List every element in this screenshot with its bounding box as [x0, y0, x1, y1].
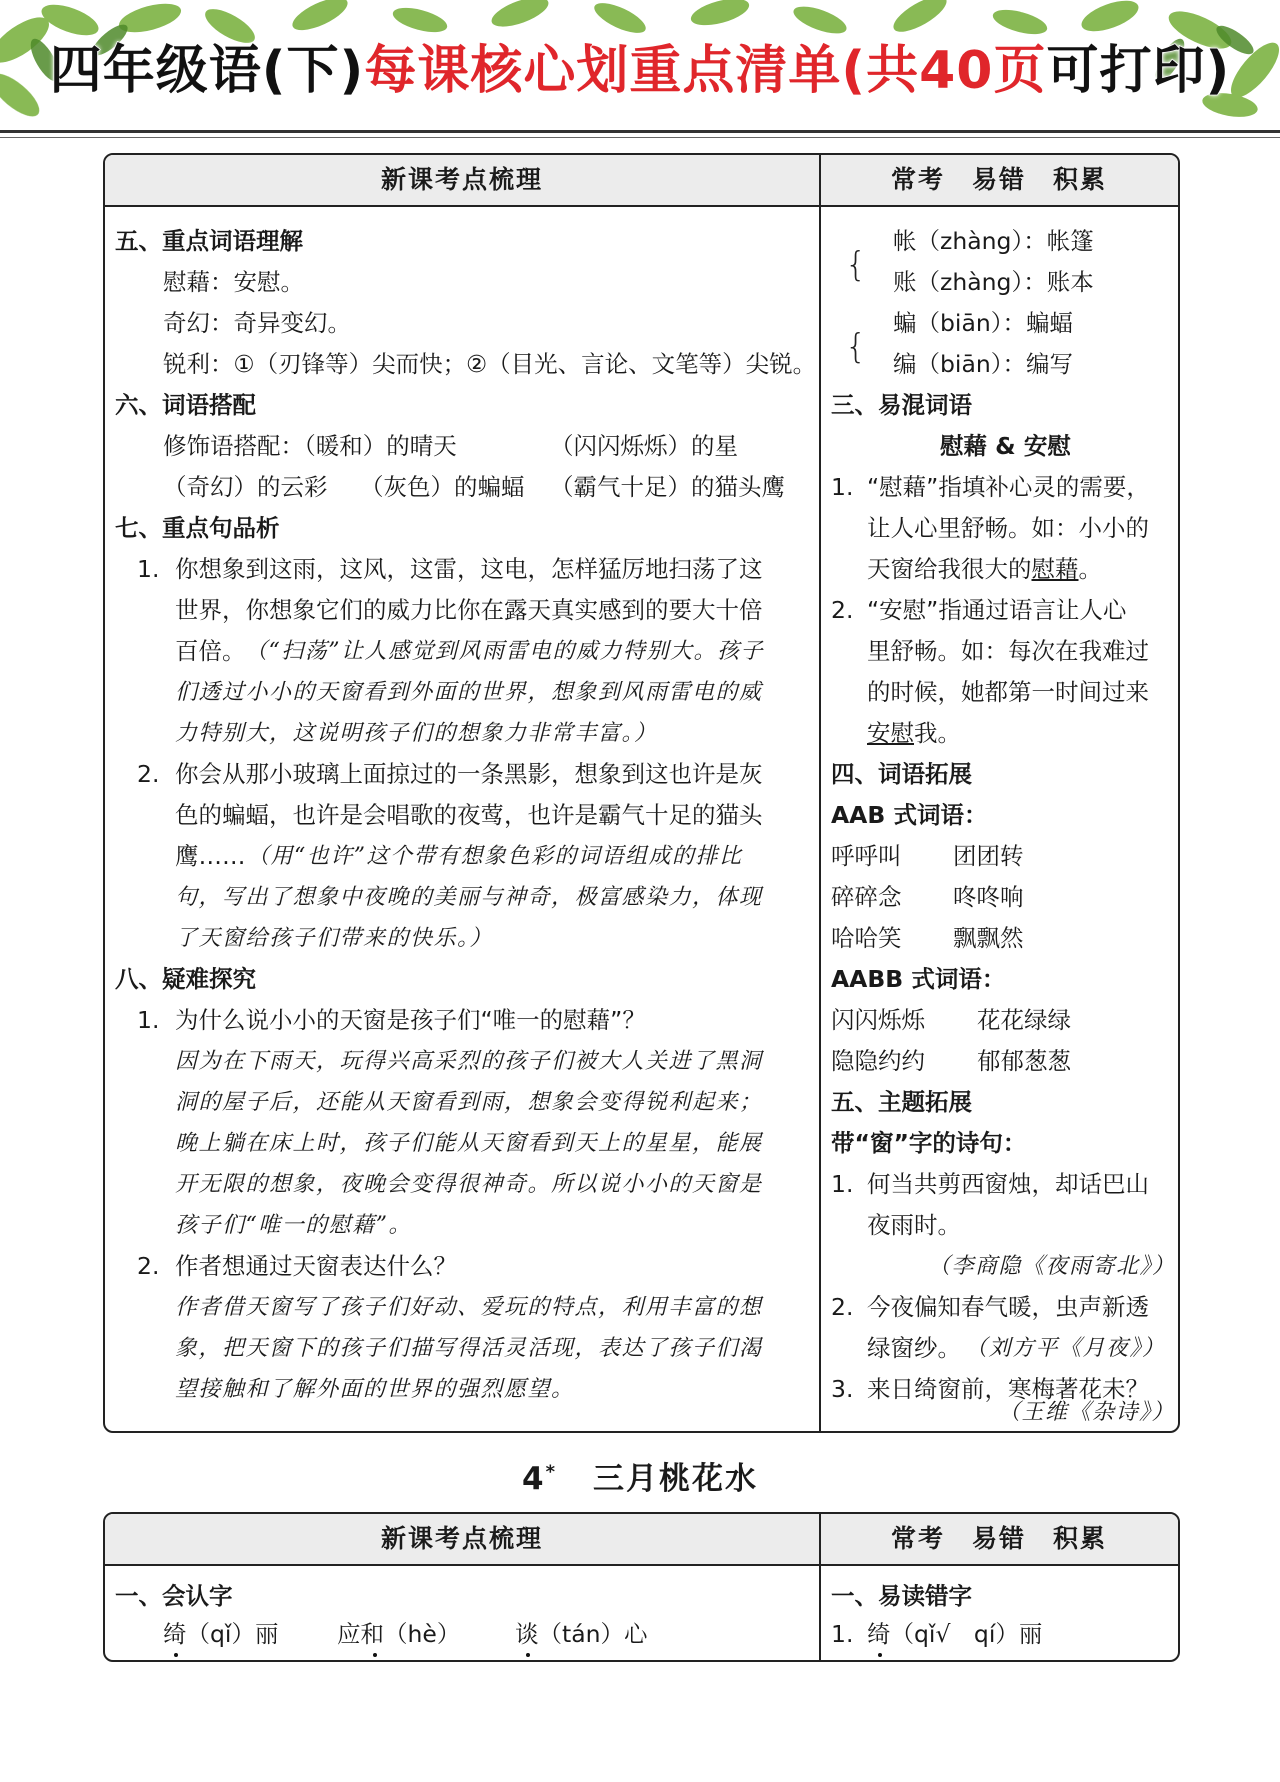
answer-line: 晚上躺在床上时，孩子们能从天窗看到天上的星星，能展	[175, 1131, 763, 1156]
text-line: 慰藉：安慰。	[163, 268, 304, 296]
text-line: 奇幻：奇异变幻。	[163, 309, 351, 337]
text-line: “慰藉”指填补心灵的需要，	[867, 473, 1150, 501]
text-line: 你想象到这雨，这风，这雷，这电，怎样猛厉地扫荡了这	[175, 555, 763, 583]
section-heading: 三、易混词语	[831, 391, 972, 419]
title-part-1: 四年级语(下)	[49, 41, 365, 101]
list-number: 1.	[831, 1620, 854, 1648]
analysis-line: （用“也许”这个带有想象色彩的词语组成的排比	[247, 844, 743, 869]
text-line: 绮（qǐ√ qí）丽	[867, 1620, 1043, 1648]
list-number: 1.	[137, 555, 160, 583]
list-number: 2.	[831, 596, 854, 624]
analysis-line: 力特别大，这说明孩子们的想象力非常丰富。）	[175, 721, 658, 746]
divider-thin	[0, 137, 1280, 138]
text-line	[867, 549, 1102, 590]
page-title	[0, 28, 1280, 103]
word-item: 隐隐约约	[831, 1047, 925, 1075]
text-line: 账（zhàng）：账本	[893, 268, 1094, 296]
answer-line: 洞的屋子后，还能从天窗看到雨，想象会变得锐利起来；	[175, 1090, 763, 1115]
list-number: 2.	[831, 1293, 854, 1321]
answer-line: 因为在下雨天，玩得兴高采烈的孩子们被大人关进了黑洞	[175, 1049, 763, 1074]
brace: {	[845, 245, 867, 285]
subheading: 带“窗”字的诗句：	[831, 1129, 1027, 1157]
poem-line: 何当共剪西窗烛，却话巴山	[867, 1170, 1149, 1198]
header-left: 新课考点梳理	[380, 165, 543, 194]
text-segment: 我。	[914, 719, 961, 747]
column-divider	[819, 1514, 821, 1660]
lesson-number: 4	[522, 1461, 546, 1497]
word-item: 绮（qǐ）丽	[163, 1620, 279, 1648]
divider-thick	[0, 130, 1280, 133]
analysis-line: 了天窗给孩子们带来的快乐。）	[175, 926, 494, 951]
section-heading: 七、重点句品析	[115, 514, 280, 542]
answer-line: 象，把天窗下的孩子们描写得活灵活现，表达了孩子们渴	[175, 1336, 763, 1361]
poem-line: 夜雨时。	[867, 1211, 961, 1239]
text-line: 蝙（biān）：蝙蝠	[893, 309, 1073, 337]
text-line: 你会从那小玻璃上面掠过的一条黑影，想象到这也许是灰	[175, 760, 763, 788]
list-number: 3.	[831, 1375, 854, 1403]
word-item: 应和（hè）	[337, 1620, 461, 1648]
text-line: 慰藉 & 安慰	[940, 432, 1071, 460]
analysis-line: 们透过小小的天窗看到外面的世界，想象到风雨雷电的威	[175, 680, 763, 705]
answer-line: 望接触和了解外面的世界的强烈愿望。	[175, 1377, 575, 1402]
text-line: 的时候，她都第一时间过来	[867, 678, 1149, 706]
text-line	[867, 713, 961, 754]
section-heading: 五、重点词语理解	[115, 227, 303, 255]
list-number: 1.	[831, 1170, 854, 1198]
text-line: 色的蝙蝠，也许是会唱歌的夜莺，也许是霸气十足的猫头	[175, 801, 763, 829]
text-line: （奇幻）的云彩	[163, 473, 328, 501]
word-item: 哈哈笑	[831, 924, 902, 952]
word-item: 飘飘然	[953, 924, 1024, 952]
emphasis-dot	[373, 1653, 377, 1657]
text-line: 作者想通过天窗表达什么？	[175, 1252, 457, 1280]
underlined-word: 安慰	[867, 719, 914, 747]
text-line: 帐（zhàng）：帐篷	[893, 227, 1094, 255]
subheading: AAB 式词语：	[831, 801, 988, 829]
analysis-line: （“扫荡”让人感觉到风雨雷电的威力特别大。孩子	[245, 639, 764, 664]
subheading: AABB 式词语：	[831, 965, 1006, 993]
text-segment: 。	[1078, 555, 1102, 583]
answer-line: 开无限的想象，夜晚会变得很神奇。所以说小小的天窗是	[175, 1172, 763, 1197]
text-line: 鹰……	[175, 842, 246, 870]
text-line: 编（biān）：编写	[893, 350, 1073, 378]
answer-line: 作者借天窗写了孩子们好动、爱玩的特点，利用丰富的想	[175, 1295, 763, 1320]
column-divider	[819, 155, 821, 1431]
poem-source: （李商隐《夜雨寄北》）	[928, 1254, 1176, 1279]
header-right: 常考 易错 积累	[890, 165, 1107, 194]
text-line: 里舒畅。如：每次在我难过	[867, 637, 1149, 665]
poem-source: （刘方平《月夜》）	[965, 1336, 1166, 1361]
poem-line: 绿窗纱。	[867, 1334, 961, 1362]
poem-source: （王维《杂诗》）	[998, 1400, 1176, 1425]
text-line: 锐利：①（刃锋等）尖而快；②（目光、言论、文笔等）尖锐。	[163, 350, 817, 378]
word-item: 碎碎念	[831, 883, 902, 911]
emphasis-dot	[174, 1653, 178, 1657]
word-item: 咚咚响	[953, 883, 1024, 911]
poem-line: 来日绮窗前，寒梅著花未？	[867, 1375, 1149, 1403]
word-item: 闪闪烁烁	[831, 1006, 925, 1034]
section-heading: 八、疑难探究	[115, 965, 256, 993]
header-right: 常考 易错 积累	[890, 1524, 1107, 1553]
text-segment: 天窗给我很大的	[867, 555, 1032, 583]
text-line: 为什么说小小的天窗是孩子们“唯一的慰藉”？	[175, 1006, 646, 1034]
lesson-star: *	[545, 1461, 557, 1483]
title-part-2: 每课核心划重点清单(共40页	[364, 41, 1047, 101]
section-heading: 六、词语搭配	[115, 391, 256, 419]
text-line: 修饰语搭配：（暖和）的晴天	[163, 432, 457, 460]
section-heading: 一、易读错字	[831, 1582, 972, 1610]
list-number: 2.	[137, 760, 160, 788]
section-heading: 一、会认字	[115, 1582, 233, 1610]
brace: {	[845, 327, 867, 367]
lesson-name: 三月桃花水	[593, 1461, 758, 1497]
underlined-word: 慰藉	[1031, 555, 1079, 583]
word-item: 谈（tán）心	[515, 1620, 648, 1648]
text-line: “安慰”指通过语言让人心	[867, 596, 1127, 624]
section-heading: 五、主题拓展	[831, 1088, 972, 1116]
word-item: 呼呼叫	[831, 842, 902, 870]
poem-line: 今夜偏知春气暖，虫声新透	[867, 1293, 1149, 1321]
notes-table-1	[103, 153, 1180, 1433]
text-line: 让人心里舒畅。如：小小的	[867, 514, 1149, 542]
emphasis-dot	[526, 1653, 530, 1657]
header-banner	[0, 0, 1280, 130]
word-item: 团团转	[953, 842, 1024, 870]
text-line: （霸气十足）的猫头鹰	[550, 473, 785, 501]
lesson-title	[0, 1453, 1280, 1498]
text-line: 百倍。	[175, 637, 246, 665]
list-number: 1.	[831, 473, 854, 501]
text-line: （闪闪烁烁）的星	[550, 432, 738, 460]
header-left: 新课考点梳理	[380, 1524, 543, 1553]
section-heading: 四、词语拓展	[831, 760, 972, 788]
title-part-3: 可打印)	[1046, 41, 1231, 101]
list-number: 2.	[137, 1252, 160, 1280]
answer-line: 孩子们“唯一的慰藉”。	[175, 1213, 412, 1238]
analysis-line: 句，写出了想象中夜晚的美丽与神奇，极富感染力，体现	[175, 885, 763, 910]
word-item: 花花绿绿	[977, 1006, 1071, 1034]
text-line: 世界，你想象它们的威力比你在露天真实感到的要大十倍	[175, 596, 763, 624]
emphasis-dot	[878, 1653, 882, 1657]
word-item: 郁郁葱葱	[977, 1047, 1071, 1075]
list-number: 1.	[137, 1006, 160, 1034]
notes-table-2	[103, 1512, 1180, 1662]
text-line: （灰色）的蝙蝠	[360, 473, 525, 501]
